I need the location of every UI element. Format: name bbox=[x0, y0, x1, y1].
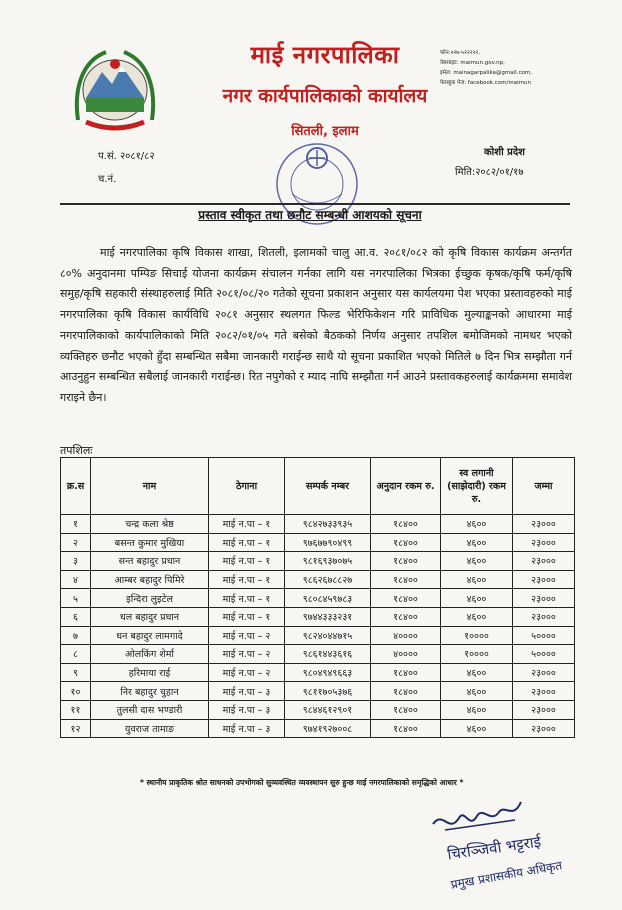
notice-title: प्रस्ताव स्वीकृत तथा छनौट सम्बन्धी आशयको सूचना bbox=[198, 208, 422, 222]
signature-icon bbox=[425, 790, 535, 840]
cell-name: चन्द्र कला श्रेष्ठ bbox=[91, 515, 209, 534]
cell-name: बसन्त कुमार मुखिया bbox=[91, 533, 209, 552]
cell-address: माई न.पा – १ bbox=[209, 533, 285, 552]
cell-grant: ४०००० bbox=[371, 645, 441, 664]
cell-grant: १८४०० bbox=[371, 700, 441, 719]
cell-total: २३००० bbox=[513, 533, 575, 552]
cell-name: निर बहादुर चुहान bbox=[91, 682, 209, 701]
cell-name: तुलसी दास भण्डारी bbox=[91, 700, 209, 719]
cell-serial: ६ bbox=[61, 607, 91, 626]
cell-contact: ९८११७०५३७६ bbox=[285, 682, 371, 701]
cell-address: माई न.पा – १ bbox=[209, 552, 285, 571]
office-location: सितली, इलाम bbox=[291, 124, 359, 139]
cell-grant: १८४०० bbox=[371, 533, 441, 552]
cell-name: हरिमाया राई bbox=[91, 663, 209, 682]
reference-number: प.सं. २०८१/८२ bbox=[98, 151, 155, 162]
header-address: ठेगाना bbox=[209, 458, 285, 515]
province-name: कोशी प्रदेश bbox=[484, 147, 525, 158]
cell-contact: ९८२४०४४७१५ bbox=[285, 626, 371, 645]
cell-total: २३००० bbox=[513, 589, 575, 608]
cell-contact: ९८६१४४३६१६ bbox=[285, 645, 371, 664]
cell-self-investment: ४६०० bbox=[441, 700, 513, 719]
cell-contact: ९८६२६७८८२७ bbox=[285, 570, 371, 589]
cell-address: माई न.पा – १ bbox=[209, 589, 285, 608]
table-row bbox=[61, 607, 575, 626]
cell-serial: १० bbox=[61, 682, 91, 701]
table-row bbox=[61, 645, 575, 664]
cell-grant: ४०००० bbox=[371, 626, 441, 645]
dispatch-number: च.नं. bbox=[98, 174, 117, 185]
letter-date: मिति:२०८२/०१/१७ bbox=[455, 167, 524, 178]
cell-total: ५०००० bbox=[513, 645, 575, 664]
footnote: * स्थानीय प्राकृतिक श्रोत साधनको उपभोगको सुव्यवस्थित व्यवस्थापन सुरु हुन्छ माई नगरपालिकाको समृद्धिको आधार * bbox=[140, 778, 464, 787]
cell-grant: १८४०० bbox=[371, 682, 441, 701]
cell-total: २३००० bbox=[513, 663, 575, 682]
cell-grant: १८४०० bbox=[371, 607, 441, 626]
table-row bbox=[61, 663, 575, 682]
cell-contact: ९७६७७९०४९९ bbox=[285, 533, 371, 552]
cell-contact: ९८०८४५९७८३ bbox=[285, 589, 371, 608]
cell-serial: २ bbox=[61, 533, 91, 552]
cell-self-investment: ४६०० bbox=[441, 589, 513, 608]
org-name: माई नगरपालिका bbox=[250, 41, 400, 69]
header-total: जम्मा bbox=[513, 458, 575, 515]
cell-address: माई न.पा – २ bbox=[209, 663, 285, 682]
table-row bbox=[61, 682, 575, 701]
cell-self-investment: ४६०० bbox=[441, 533, 513, 552]
table-row bbox=[61, 719, 575, 738]
cell-grant: १८४०० bbox=[371, 719, 441, 738]
cell-name: आम्बर बहादुर पिमिरे bbox=[91, 570, 209, 589]
cell-total: २३००० bbox=[513, 552, 575, 571]
table-row bbox=[61, 626, 575, 645]
cell-serial: ४ bbox=[61, 570, 91, 589]
cell-self-investment: ४६०० bbox=[441, 663, 513, 682]
cell-serial: १२ bbox=[61, 719, 91, 738]
contact-email: इमेल: mainagarpalika@gmail.com, bbox=[440, 70, 532, 76]
cell-grant: १८४०० bbox=[371, 552, 441, 571]
cell-address: माई न.पा – ३ bbox=[209, 700, 285, 719]
cell-total: २३००० bbox=[513, 719, 575, 738]
cell-self-investment: ४६०० bbox=[441, 682, 513, 701]
table-row bbox=[61, 515, 575, 534]
cell-address: माई न.पा – ३ bbox=[209, 719, 285, 738]
cell-contact: ९८०४९४९६६३ bbox=[285, 663, 371, 682]
details-label: तपशिलः bbox=[60, 444, 93, 457]
cell-serial: ५ bbox=[61, 589, 91, 608]
cell-name: ओलकिंग शेर्मा bbox=[91, 645, 209, 664]
beneficiary-table bbox=[60, 457, 575, 738]
cell-self-investment: ४६०० bbox=[441, 552, 513, 571]
cell-self-investment: ४६०० bbox=[441, 719, 513, 738]
contact-block bbox=[440, 48, 590, 88]
cell-grant: १८४०० bbox=[371, 589, 441, 608]
cell-address: माई न.पा – ३ bbox=[209, 682, 285, 701]
cell-address: माई न.पा – १ bbox=[209, 607, 285, 626]
table-header-row bbox=[61, 458, 575, 515]
cell-contact: ९७४१९२७००८ bbox=[285, 719, 371, 738]
contact-phone: फोन:०२७-५२२२२२, bbox=[440, 50, 481, 56]
header-divider bbox=[60, 203, 570, 205]
office-name: नगर कार्यपालिकाको कार्यालय bbox=[222, 85, 428, 107]
signatory-title: प्रमुख प्रशासकीय अधिकृत bbox=[449, 858, 564, 892]
cell-serial: ८ bbox=[61, 645, 91, 664]
cell-total: २३००० bbox=[513, 570, 575, 589]
cell-grant: १८४०० bbox=[371, 515, 441, 534]
municipality-emblem-icon bbox=[66, 42, 164, 134]
cell-name: सन्त बहादुर प्रधान bbox=[91, 552, 209, 571]
cell-grant: १८४०० bbox=[371, 663, 441, 682]
header-self-investment: स्व लगानी (साझेदारी) रकम रु. bbox=[441, 458, 513, 515]
cell-contact: ९७४४३३३२३१ bbox=[285, 607, 371, 626]
cell-total: ५०००० bbox=[513, 626, 575, 645]
header-name: नाम bbox=[91, 458, 209, 515]
cell-serial: ३ bbox=[61, 552, 91, 571]
contact-website: वेबसाइट: maimun.gov.np, bbox=[440, 60, 505, 66]
cell-serial: ११ bbox=[61, 700, 91, 719]
cell-total: २३००० bbox=[513, 515, 575, 534]
cell-address: माई न.पा – १ bbox=[209, 570, 285, 589]
cell-total: २३००० bbox=[513, 682, 575, 701]
cell-self-investment: १०००० bbox=[441, 645, 513, 664]
cell-name: धन बहादुर लामगादे bbox=[91, 626, 209, 645]
header-serial: क्र.स bbox=[61, 458, 91, 515]
cell-self-investment: ४६०० bbox=[441, 607, 513, 626]
cell-total: २३००० bbox=[513, 700, 575, 719]
table-body bbox=[61, 515, 575, 738]
cell-self-investment: ४६०० bbox=[441, 570, 513, 589]
cell-contact: ९८१६९३७०७५ bbox=[285, 552, 371, 571]
cell-serial: ९ bbox=[61, 663, 91, 682]
cell-grant: १८४०० bbox=[371, 570, 441, 589]
table-row bbox=[61, 533, 575, 552]
cell-contact: ९८४४६१२९०१ bbox=[285, 700, 371, 719]
table-row bbox=[61, 700, 575, 719]
header-contact: सम्पर्क नम्बर bbox=[285, 458, 371, 515]
cell-address: माई न.पा – २ bbox=[209, 626, 285, 645]
cell-name: युवराज तामाङ bbox=[91, 719, 209, 738]
header-grant: अनुदान रकम रु. bbox=[371, 458, 441, 515]
table-row bbox=[61, 570, 575, 589]
cell-total: २३००० bbox=[513, 607, 575, 626]
cell-address: माई न.पा – १ bbox=[209, 515, 285, 534]
cell-serial: १ bbox=[61, 515, 91, 534]
contact-facebook: फेसबुक पेज: facebook.com/maimun bbox=[440, 80, 531, 86]
cell-name: इन्दिरा लुइटेल bbox=[91, 589, 209, 608]
cell-address: माई न.पा – २ bbox=[209, 645, 285, 664]
cell-self-investment: १०००० bbox=[441, 626, 513, 645]
cell-contact: ९८४२७३३९३५ bbox=[285, 515, 371, 534]
cell-name: धल बहादुर प्रधान bbox=[91, 607, 209, 626]
table-row bbox=[61, 552, 575, 571]
table-row bbox=[61, 589, 575, 608]
notice-body: माई नगरपालिका कृषि विकास शाखा, शितली, इलामको चालु आ.व. २०८१/०८२ को कृषि विकास कार्यक्रम अन्तर्गत ८०% अनुदानमा पम्पिङ सिचाई योजना कार्यक्रम संचालन गर्नका लागि यस नगरपालिका भित्रका ईच्छुक कृषक/कृषि फर्म/कृषि समुह/कृषि सहकारी संस्थाहरुलाई मिति २०८१/०८/२० गतेको सूचना प्रकाशन अनुसार यस कार्यलयमा पेश भएका प्रस्तावहरुको माई नगरपालिका कृषि विकास कार्यविधि २०८१ अनुसार स्थलगत फिल्ड भेरिफिकेशन गरि प्राविधिक मुल्याङ्कनको आधारमा माई नगरपालिकाको कार्यपालिकाको मिति २०८२/०१/०५ गते बसेको बैठकको निर्णय अनुसार तपशिल बमोजिमको नामथर भएको व्यक्तिहरु छनौट भएको हुँदा सम्बन्धित सबैमा जानकारी गराईन्छ साथै यो सूचना प्रकाशित भएको मितिले ७ दिन भित्र सम्झौता गर्न आउनुहुन सम्बन्धित सबैलाई जानकारी गराईन्छ। रित नपुगेको र म्याद नाघि सम्झौता गर्न आउने प्रस्तावकहरुलाई कार्यक्रममा समावेश गराइने छैन। bbox=[60, 246, 572, 404]
cell-serial: ७ bbox=[61, 626, 91, 645]
signatory-name: चिरञ्जिवी भट्टराई bbox=[446, 832, 543, 864]
cell-self-investment: ४६०० bbox=[441, 515, 513, 534]
